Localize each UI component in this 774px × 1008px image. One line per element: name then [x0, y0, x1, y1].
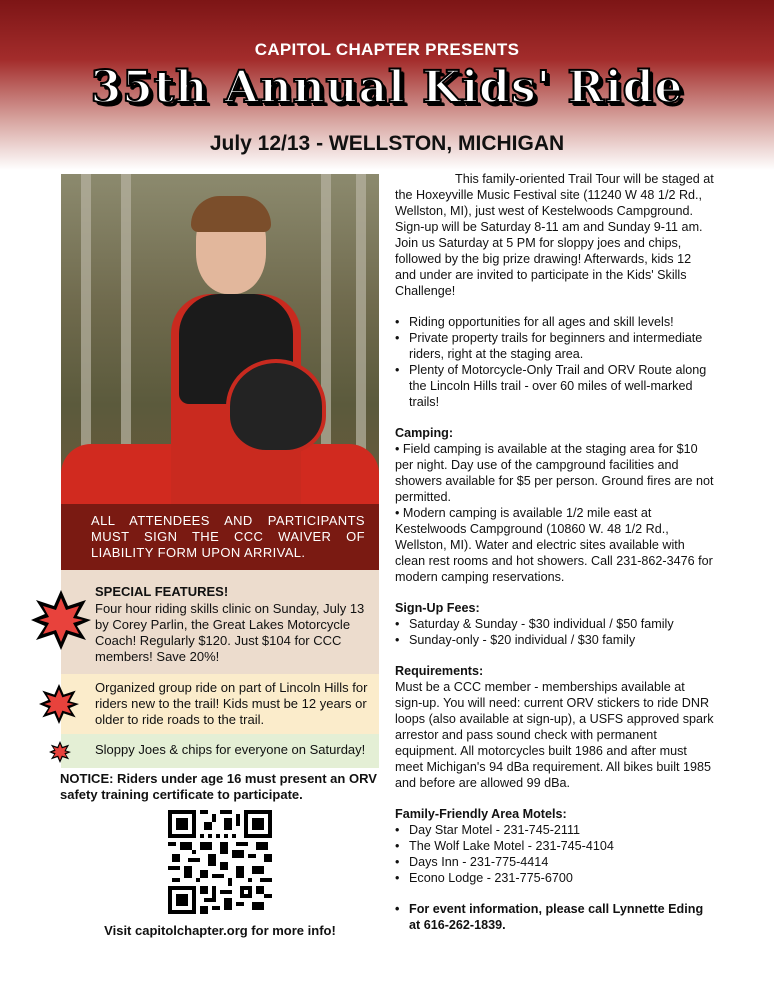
website-link[interactable]: Visit capitolchapter.org for more info! [104, 923, 336, 938]
feature-sloppy-joes [61, 734, 379, 768]
star-icon [39, 684, 79, 724]
list-item: • Day Star Motel - 231-745-2111 [395, 822, 715, 838]
star-icon [49, 741, 71, 763]
camping-field: • Field camping is available at the staging area for $10 per night. Day use of the campground facilities and showers available for $5 per person. Ground fires are not permitted. [395, 442, 714, 504]
contact-list [395, 901, 715, 933]
contact-info: • For event information, please call Lynnette Eding at 616-262-1839. [395, 901, 715, 933]
star-icon [31, 590, 91, 650]
list-item: • The Wolf Lake Motel - 231-745-4104 [395, 838, 715, 854]
feature-group-ride [61, 674, 379, 734]
motels-heading: Family-Friendly Area Motels: [395, 807, 567, 821]
fees-list [395, 616, 715, 648]
event-photo [61, 174, 379, 504]
features-heading: SPECIAL FEATURES! [95, 584, 229, 599]
rider-hair [191, 196, 271, 232]
details-column [395, 171, 715, 933]
feature-clinic [61, 570, 379, 674]
waiver-banner: ALL ATTENDEES AND PARTICIPANTS MUST SIGN THE CCC WAIVER OF LIABILITY FORM UPON ARRIVAL. [61, 504, 379, 570]
qr-code-icon[interactable] [168, 810, 272, 914]
list-item: • Days Inn - 231-775-4414 [395, 854, 715, 870]
list-item: • Saturday & Sunday - $30 individual / $50 family [395, 616, 715, 632]
date-location: July 12/13 - WELLSTON, MICHIGAN [209, 132, 565, 155]
list-item: • Sunday-only - $20 individual / $30 family [395, 632, 715, 648]
feature-group-ride-text: Organized group ride on part of Lincoln Hills for riders new to the trail! Kids must be 12 years or older to ride roads to the trail. [95, 680, 368, 727]
list-item: • Private property trails for beginners and intermediate riders, right at the staging area. [395, 330, 715, 362]
motels-list [395, 822, 715, 886]
list-item: • Riding opportunities for all ages and skill levels! [395, 314, 715, 330]
feature-clinic-text: Four hour riding skills clinic on Sunday, July 13 by Corey Parlin, the Great Lakes Motorcycle Coach! Regularly $120. Just $104 for CCC members! Save 20%! [95, 601, 365, 664]
age-notice: NOTICE: Riders under age 16 must present an ORV safety training certificate to participate. [60, 771, 377, 802]
requirements-text: Must be a CCC member - memberships available at sign-up. You will need: current ORV stickers to ride DNR loops (also available at sign-up), a USFS approved spark arrestor and pass sound check with permanent equipment. All motorcycles built 1986 and after must meet Michigan's 94 dBa requirement. All bikes built 1985 and before are allowed 99 dBa. [395, 680, 714, 790]
list-item: • Plenty of Motorcycle-Only Trail and ORV Route along the Lincoln Hills trail - over 60 miles of well-marked trails! [395, 362, 715, 410]
intro-paragraph: This family-oriented Trail Tour will be staged at the Hoxeyville Music Festival site (11240 W 48 1/2 Rd., Wellston, MI), just west of Kestelwoods Campground. Sign-up will be Saturday 8-11 am and Sunday 9-11 am. Join us Saturday at 5 PM for sloppy joes and chips, followed by the big prize drawing! Afterwards, kids 12 and under are invited to participate in the Kids' Skills Challenge! [395, 172, 714, 298]
page-title: 35th Annual Kids' Ride [90, 62, 684, 113]
feature-sloppy-joes-text: Sloppy Joes & chips for everyone on Saturday! [95, 742, 366, 757]
requirements-heading: Requirements: [395, 664, 484, 678]
helmet-icon [226, 359, 326, 454]
presents-line: CAPITOL CHAPTER PRESENTS [254, 40, 520, 59]
list-item: • Econo Lodge - 231-775-6700 [395, 870, 715, 886]
camping-modern: • Modern camping is available 1/2 mile east at Kestelwoods Campground (10860 W. 48 1/2 Rd., Wellston, MI). Water and electric sites available with clean rest rooms and hot showers. Call 231-862-3476 for modern camping reservations. [395, 506, 713, 584]
highlights-list [395, 314, 715, 410]
fees-heading: Sign-Up Fees: [395, 601, 480, 615]
camping-heading: Camping: [395, 426, 454, 440]
